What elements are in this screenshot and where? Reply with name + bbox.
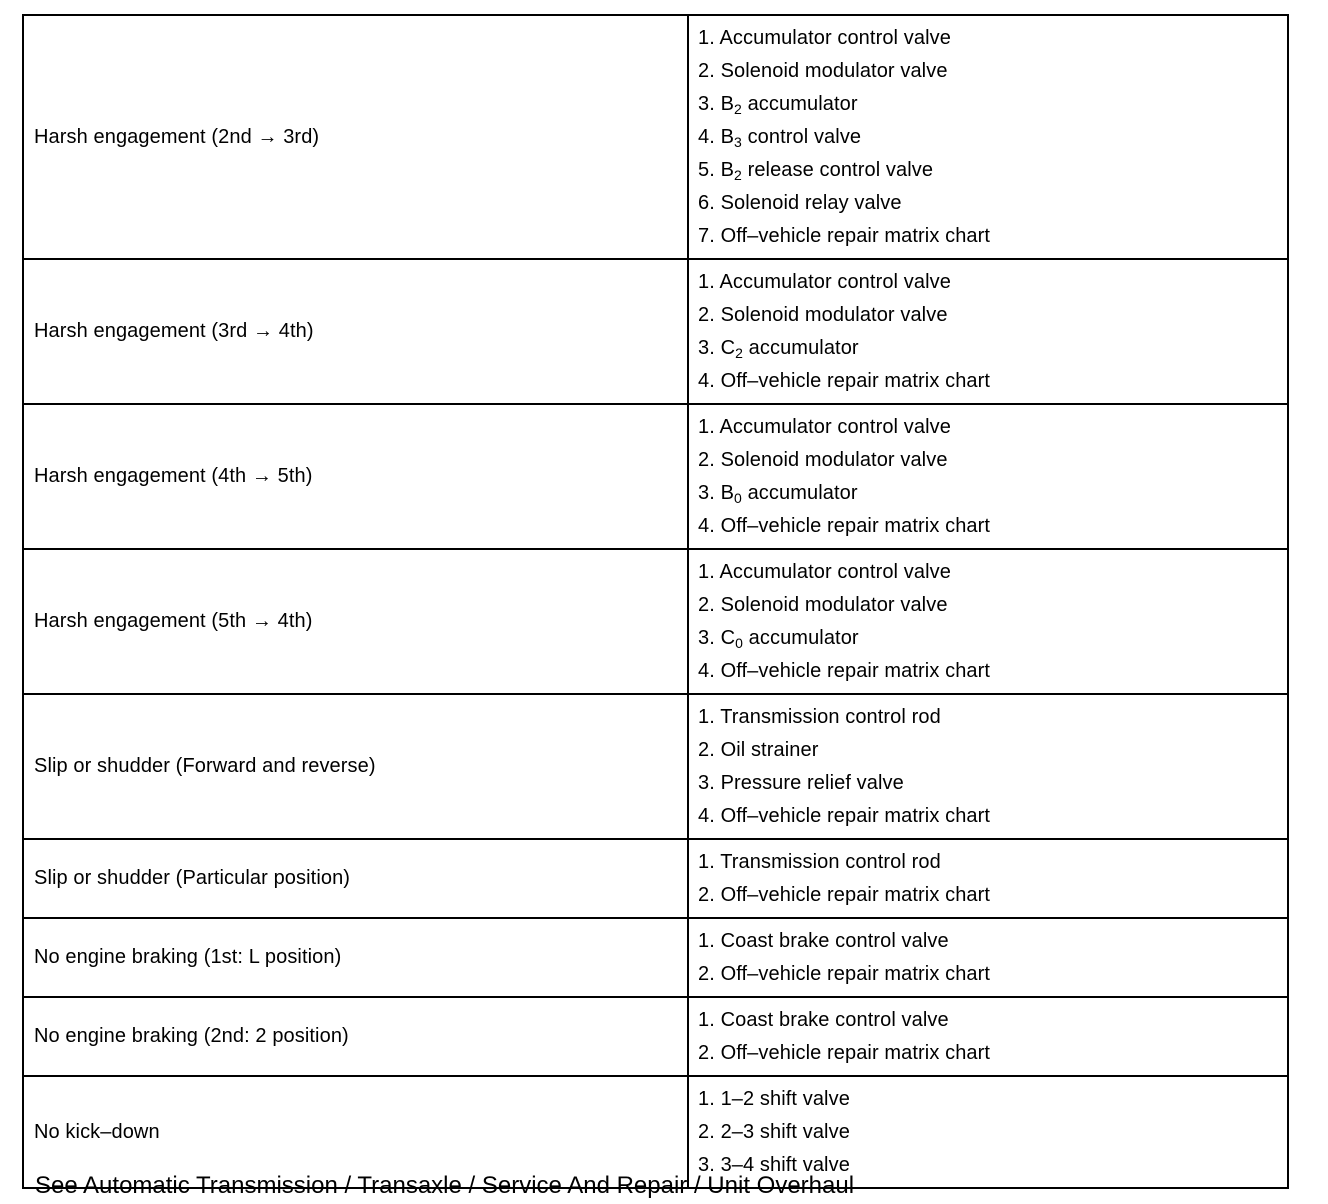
suspect-area-item [698,510,1287,543]
suspect-area-item [698,589,1287,622]
suspect-area-item [698,154,1287,187]
item-text-tail: release control valve [741,159,934,181]
symptom-cell: Harsh engagement (2nd → 3rd) [23,15,688,259]
item-number: 5. [698,159,715,181]
item-text: Off–vehicle repair matrix chart [720,370,991,392]
item-number: 2. [698,304,715,326]
item-number: 3. [698,93,715,115]
suspect-area-item [698,1116,1287,1149]
suspect-area-item [698,332,1287,365]
item-text: Off–vehicle repair matrix chart [720,225,991,247]
item-text: Off–vehicle repair matrix chart [720,515,991,537]
item-text: 3–4 shift valve [720,1154,850,1176]
suspect-area-cell [688,997,1288,1076]
item-number: 1. [698,416,715,438]
suspect-area-item [698,266,1287,299]
item-text: B [720,126,735,148]
item-text: Off–vehicle repair matrix chart [720,963,991,985]
item-text: B [720,482,735,504]
item-subscript: 2 [734,167,742,183]
suspect-area-cell [688,259,1288,404]
item-text: Transmission control rod [720,851,941,873]
item-number: 1. [698,1009,715,1031]
suspect-area-item [698,220,1287,253]
item-text: Accumulator control valve [719,27,951,49]
suspect-area-item [698,655,1287,688]
symptom-cell: No kick–down [23,1076,688,1188]
item-number: 4. [698,805,715,827]
item-number: 2. [698,963,715,985]
item-number: 3. [698,482,715,504]
suspect-area-item [698,1037,1287,1070]
item-number: 6. [698,192,715,214]
item-text: Accumulator control valve [719,561,951,583]
suspect-area-item [698,444,1287,477]
item-number: 1. [698,1088,715,1110]
diagnosis-table [22,14,1289,1189]
item-number: 1. [698,27,715,49]
item-text: Solenoid modulator valve [720,594,948,616]
item-subscript: 0 [735,635,743,651]
item-text: 1–2 shift valve [720,1088,850,1110]
item-subscript: 2 [735,345,743,361]
symptom-cell: Harsh engagement (4th → 5th) [23,404,688,549]
suspect-area-item [698,1083,1287,1116]
suspect-area-cell [688,549,1288,694]
symptom-cell: No engine braking (2nd: 2 position) [23,997,688,1076]
table-row [23,997,1288,1076]
suspect-area-item [698,622,1287,655]
table-row [23,839,1288,918]
symptom-cell: Harsh engagement (5th → 4th) [23,549,688,694]
suspect-area-item [698,958,1287,991]
item-text: Solenoid modulator valve [720,304,948,326]
item-number: 3. [698,772,715,794]
item-number: 1. [698,930,715,952]
item-text: C [720,337,736,359]
item-number: 7. [698,225,715,247]
item-number: 2. [698,449,715,471]
suspect-area-item [698,55,1287,88]
table-row [23,694,1288,839]
item-number: 3. [698,337,715,359]
suspect-area-item [698,925,1287,958]
item-text-tail: accumulator [743,627,859,649]
item-text: Solenoid relay valve [720,192,902,214]
suspect-area-item [698,411,1287,444]
suspect-area-item [698,701,1287,734]
table-row [23,549,1288,694]
symptom-cell: Harsh engagement (3rd → 4th) [23,259,688,404]
item-number: 2. [698,884,715,906]
item-number: 2. [698,1121,715,1143]
table-row [23,918,1288,997]
item-number: 4. [698,370,715,392]
table-row [23,15,1288,259]
item-number: 1. [698,851,715,873]
suspect-area-item [698,299,1287,332]
item-text: Off–vehicle repair matrix chart [720,805,991,827]
suspect-area-item [698,365,1287,398]
item-text: Pressure relief valve [720,772,904,794]
symptom-cell: Slip or shudder (Forward and reverse) [23,694,688,839]
item-number: 2. [698,1042,715,1064]
item-subscript: 0 [734,490,742,506]
item-number: 2. [698,60,715,82]
item-subscript: 3 [734,134,742,150]
suspect-area-item [698,187,1287,220]
footer-reference-note: See Automatic Transmission / Transaxle / Service And Repair / Unit Overhaul [35,1172,855,1199]
item-number: 4. [698,515,715,537]
item-text: 2–3 shift valve [720,1121,850,1143]
item-text: B [720,159,735,181]
suspect-area-item [698,1004,1287,1037]
item-number: 3. [698,1154,715,1176]
suspect-area-item [698,22,1287,55]
item-text: Coast brake control valve [720,1009,949,1031]
suspect-area-item [698,734,1287,767]
item-text: Accumulator control valve [719,416,951,438]
suspect-area-item [698,846,1287,879]
item-text: B [720,93,735,115]
item-text: Solenoid modulator valve [720,60,948,82]
suspect-area-item [698,121,1287,154]
item-text-tail: accumulator [741,482,858,504]
item-text: Off–vehicle repair matrix chart [720,660,991,682]
item-text: Accumulator control valve [719,271,951,293]
suspect-area-cell [688,15,1288,259]
item-text: C [720,627,736,649]
suspect-area-item [698,556,1287,589]
item-text: Coast brake control valve [720,930,949,952]
symptom-cell: Slip or shudder (Particular position) [23,839,688,918]
suspect-area-item [698,879,1287,912]
item-number: 4. [698,126,715,148]
item-text: Off–vehicle repair matrix chart [720,1042,991,1064]
suspect-area-item [698,800,1287,833]
item-number: 1. [698,271,715,293]
item-number: 1. [698,561,715,583]
suspect-area-cell [688,918,1288,997]
suspect-area-cell [688,694,1288,839]
table-row [23,259,1288,404]
diagnosis-table-body [23,15,1288,1188]
item-text-tail: accumulator [743,337,859,359]
item-subscript: 2 [734,101,742,117]
item-text: Off–vehicle repair matrix chart [720,884,991,906]
item-text-tail: accumulator [741,93,858,115]
suspect-area-item [698,767,1287,800]
suspect-area-item [698,88,1287,121]
suspect-area-cell [688,404,1288,549]
item-number: 2. [698,739,715,761]
item-number: 4. [698,660,715,682]
item-number: 2. [698,594,715,616]
item-number: 1. [698,706,715,728]
item-text: Solenoid modulator valve [720,449,948,471]
item-text-tail: control valve [741,126,862,148]
item-text: Oil strainer [720,739,819,761]
suspect-area-cell [688,839,1288,918]
suspect-area-item [698,477,1287,510]
symptom-cell: No engine braking (1st: L position) [23,918,688,997]
table-row [23,404,1288,549]
item-number: 3. [698,627,715,649]
item-text: Transmission control rod [720,706,941,728]
